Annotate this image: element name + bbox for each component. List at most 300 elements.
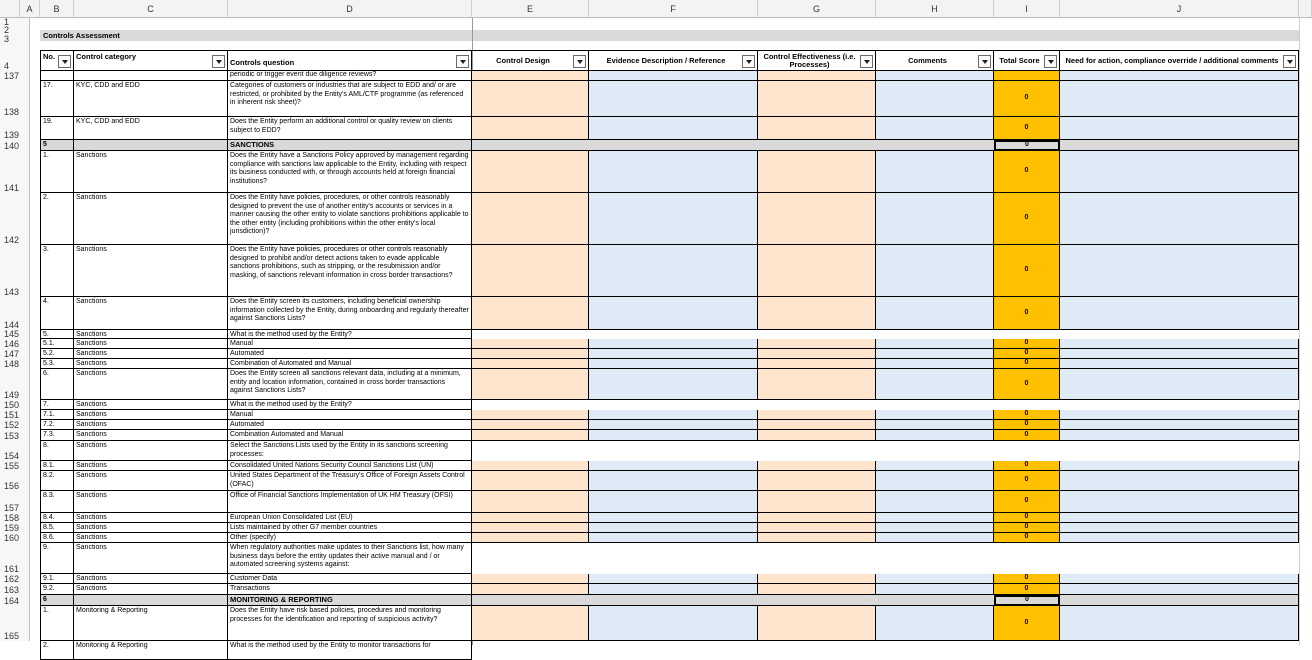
column-header-e[interactable]: E: [472, 0, 589, 18]
cell-question: Transactions: [228, 584, 472, 595]
cell-no: 8.1.: [40, 461, 74, 471]
cell-control-effectiveness[interactable]: [758, 339, 876, 349]
cell-category: Sanctions: [74, 339, 228, 349]
section-number: 5: [40, 140, 74, 151]
cell-control-design[interactable]: [472, 410, 589, 420]
cell-total-score: 0: [994, 606, 1060, 641]
cell-control-design[interactable]: [472, 461, 589, 471]
cell-question: Select the Sanctions Lists used by the Entity in its sanctions screening processes:: [228, 441, 472, 461]
section-total-score[interactable]: 0: [994, 140, 1060, 151]
cell-control-effectiveness[interactable]: [758, 513, 876, 523]
cell-evidence[interactable]: [589, 533, 758, 543]
cell-control-design[interactable]: [472, 193, 589, 245]
cell-control-effectiveness[interactable]: [758, 584, 876, 595]
cell-comments[interactable]: [876, 606, 994, 641]
cell-total-score: 0: [994, 359, 1060, 369]
column-header-c[interactable]: C: [74, 0, 228, 18]
cell-evidence[interactable]: [589, 461, 758, 471]
cell-control-design[interactable]: [472, 349, 589, 359]
cell-category: KYC, CDD and EDD: [74, 117, 228, 140]
row-number-label: 160: [4, 533, 20, 543]
cell-no: 4.: [40, 297, 74, 330]
cell-question: Manual: [228, 339, 472, 349]
row-number[interactable]: [0, 117, 30, 140]
cell-comments[interactable]: [876, 359, 994, 369]
cell-total-score: 0: [994, 245, 1060, 297]
row-number-label: 142: [4, 235, 20, 245]
cell-evidence[interactable]: [589, 584, 758, 595]
section-fill-right: [1060, 595, 1299, 606]
column-header-g[interactable]: G: [758, 0, 876, 18]
column-header-blank: [1299, 0, 1312, 18]
cell-control-design[interactable]: [472, 420, 589, 430]
cell-comments[interactable]: [876, 523, 994, 533]
empty-right: [472, 543, 1299, 574]
cell-total-score: 0: [994, 410, 1060, 420]
cell-evidence[interactable]: [589, 606, 758, 641]
cell-no: [40, 71, 74, 81]
cell-evidence[interactable]: [589, 297, 758, 330]
cell-evidence[interactable]: [589, 339, 758, 349]
cell-question: Categories of customers or industries that are subject to EDD and/ or are restricted, or prohibited by the Entity's AML/CTF programme (as referenced in inherent risk sheet)?: [228, 81, 472, 117]
row-number-label: 4: [4, 61, 10, 71]
cell-need-for-action[interactable]: [1060, 491, 1299, 513]
cell-category: Monitoring & Reporting: [74, 606, 228, 641]
row-number-label: 149: [4, 390, 20, 400]
column-header-i[interactable]: I: [994, 0, 1060, 18]
row-number[interactable]: [0, 410, 30, 420]
cell-control-design[interactable]: [472, 245, 589, 297]
empty-right: [472, 400, 1299, 410]
cell-need-for-action[interactable]: [1060, 349, 1299, 359]
filter-dropdown-button[interactable]: [58, 55, 71, 68]
row-number-label: 154: [4, 451, 20, 461]
sheet-title: Controls Assessment: [40, 30, 472, 41]
row-number-label: 148: [4, 359, 20, 369]
filter-dropdown-button[interactable]: [456, 55, 469, 68]
cell-control-design[interactable]: [472, 430, 589, 441]
cell-need-for-action[interactable]: [1060, 339, 1299, 349]
row-number[interactable]: [0, 606, 30, 641]
cell-need-for-action[interactable]: [1060, 369, 1299, 400]
cell-category: Sanctions: [74, 151, 228, 193]
cell-no: 8.3.: [40, 491, 74, 513]
cell-control-effectiveness[interactable]: [758, 574, 876, 584]
cell-control-effectiveness[interactable]: [758, 359, 876, 369]
cell-need-for-action[interactable]: [1060, 523, 1299, 533]
cell-comments[interactable]: [876, 471, 994, 491]
cell-category: Sanctions: [74, 400, 228, 410]
cell-no: 3.: [40, 245, 74, 297]
right-edge: [1299, 18, 1300, 645]
cell-need-for-action[interactable]: [1060, 245, 1299, 297]
cell-control-effectiveness[interactable]: [758, 461, 876, 471]
cell-comments[interactable]: [876, 533, 994, 543]
row-number-label: 159: [4, 523, 20, 533]
row-number[interactable]: [0, 533, 30, 543]
cell-category: Sanctions: [74, 461, 228, 471]
row-number[interactable]: [0, 461, 30, 471]
cell-evidence[interactable]: [589, 245, 758, 297]
cell-no: 2.: [40, 641, 74, 660]
row-number[interactable]: [0, 400, 30, 410]
row-number[interactable]: [0, 81, 30, 117]
row-number-label: 137: [4, 71, 20, 81]
cell-question: Customer Data: [228, 574, 472, 584]
row-number-label: 165: [4, 631, 20, 641]
cell-control-effectiveness[interactable]: [758, 410, 876, 420]
cell-need-for-action[interactable]: [1060, 410, 1299, 420]
cell-control-effectiveness[interactable]: [758, 491, 876, 513]
cell-no: 5.2.: [40, 349, 74, 359]
cell-comments[interactable]: [876, 117, 994, 140]
row-number-label: 151: [4, 410, 20, 420]
cell-need-for-action[interactable]: [1060, 297, 1299, 330]
cell-control-effectiveness[interactable]: [758, 606, 876, 641]
header-total-score-label: Total Score: [999, 55, 1040, 65]
row-number[interactable]: [0, 330, 30, 339]
row-number-label: 2: [4, 25, 10, 35]
cell-control-effectiveness[interactable]: [758, 420, 876, 430]
cell-need-for-action[interactable]: [1060, 420, 1299, 430]
header-control-category: [74, 50, 228, 71]
cell-total-score: 0: [994, 471, 1060, 491]
cell-no: 6.: [40, 369, 74, 400]
cell-category: Sanctions: [74, 297, 228, 330]
row-number[interactable]: [0, 339, 30, 349]
cell-evidence[interactable]: [589, 81, 758, 117]
row-number-label: 150: [4, 400, 20, 410]
cell-evidence[interactable]: [589, 513, 758, 523]
cell-evidence[interactable]: [589, 359, 758, 369]
cell-comments[interactable]: [876, 297, 994, 330]
cell-total-score: 0: [994, 339, 1060, 349]
row-number[interactable]: [0, 471, 30, 491]
header-no: [40, 50, 74, 71]
cell-comments[interactable]: [876, 193, 994, 245]
cell-category: Sanctions: [74, 543, 228, 574]
cell-control-effectiveness[interactable]: [758, 245, 876, 297]
filter-dropdown-button[interactable]: [742, 55, 755, 68]
cell-question: What is the method used by the Entity to monitor transactions for: [228, 641, 472, 660]
cell-control-effectiveness[interactable]: [758, 533, 876, 543]
cell-no: 17.: [40, 81, 74, 117]
column-header-f[interactable]: F: [589, 0, 758, 18]
cell-control-design[interactable]: [472, 369, 589, 400]
cell-question: European Union Consolidated List (EU): [228, 513, 472, 523]
cell-control-design[interactable]: [472, 606, 589, 641]
row-number[interactable]: [0, 523, 30, 533]
row-number[interactable]: [0, 297, 30, 330]
cell-comments[interactable]: [876, 410, 994, 420]
cell-control-effectiveness[interactable]: [758, 297, 876, 330]
cell-control-design[interactable]: [472, 513, 589, 523]
row-number-label: 152: [4, 420, 20, 430]
cell-no: 8.4.: [40, 513, 74, 523]
cell-question: Automated: [228, 349, 472, 359]
cell-g[interactable]: [758, 71, 876, 81]
header-control-effectiveness-label: Control Effectiveness (i.e. Processes): [763, 51, 856, 69]
cell-need-for-action[interactable]: [1060, 471, 1299, 491]
cell-evidence[interactable]: [589, 430, 758, 441]
cell-control-design[interactable]: [472, 297, 589, 330]
cell-j[interactable]: [1060, 71, 1299, 81]
column-header-d[interactable]: D: [228, 0, 472, 18]
cell-comments[interactable]: [876, 245, 994, 297]
cell-evidence[interactable]: [589, 151, 758, 193]
cell-need-for-action[interactable]: [1060, 461, 1299, 471]
cell-f[interactable]: [589, 71, 758, 81]
cell-need-for-action[interactable]: [1060, 81, 1299, 117]
cell-control-effectiveness[interactable]: [758, 151, 876, 193]
cell-no: 5.3.: [40, 359, 74, 369]
cell-question: periodic or trigger event due diligence reviews?: [228, 71, 472, 81]
cell-question: Lists maintained by other G7 member countries: [228, 523, 472, 533]
cell-comments[interactable]: [876, 339, 994, 349]
cell-control-effectiveness[interactable]: [758, 523, 876, 533]
cell-category: Sanctions: [74, 533, 228, 543]
section-title: SANCTIONS: [228, 140, 472, 151]
cell-control-effectiveness[interactable]: [758, 471, 876, 491]
cell-category: Sanctions: [74, 410, 228, 420]
cell-question: Other (specify): [228, 533, 472, 543]
header-need-for-action: [1060, 50, 1299, 71]
cell-control-effectiveness[interactable]: [758, 430, 876, 441]
cell-total-score: 0: [994, 523, 1060, 533]
cell-control-effectiveness[interactable]: [758, 193, 876, 245]
cell-need-for-action[interactable]: [1060, 193, 1299, 245]
cell-comments[interactable]: [876, 420, 994, 430]
column-header-b[interactable]: B: [40, 0, 74, 18]
filter-dropdown-button[interactable]: [1283, 55, 1296, 68]
cell-no: 1.: [40, 606, 74, 641]
cell-no: 1.: [40, 151, 74, 193]
header-comments-label: Comments: [908, 55, 947, 65]
cell-question: Does the Entity perform an additional control or quality review on clients subject to EDD?: [228, 117, 472, 140]
section-fill-right: [1060, 140, 1299, 151]
cell-question: United States Department of the Treasury's Office of Foreign Assets Control (OFAC): [228, 471, 472, 491]
cell-no: 7.1.: [40, 410, 74, 420]
cell-need-for-action[interactable]: [1060, 359, 1299, 369]
header-evidence-description: [589, 50, 758, 71]
cell-comments[interactable]: [876, 430, 994, 441]
cell-question: Manual: [228, 410, 472, 420]
section-category: [74, 140, 228, 151]
cell-control-design[interactable]: [472, 584, 589, 595]
cell-need-for-action[interactable]: [1060, 151, 1299, 193]
cell-evidence[interactable]: [589, 410, 758, 420]
cell-control-effectiveness[interactable]: [758, 117, 876, 140]
cell-no: 5.1.: [40, 339, 74, 349]
row-number[interactable]: [0, 491, 30, 513]
cell-control-design[interactable]: [472, 533, 589, 543]
cell-control-effectiveness[interactable]: [758, 81, 876, 117]
cell-comments[interactable]: [876, 574, 994, 584]
row-number-label: 138: [4, 107, 20, 117]
cell-question: Office of Financial Sanctions Implementation of UK HM Treasury (OFSI): [228, 491, 472, 513]
cell-total-score: 0: [994, 574, 1060, 584]
filter-dropdown-button[interactable]: [978, 55, 991, 68]
cell-evidence[interactable]: [589, 369, 758, 400]
column-header-j[interactable]: J: [1060, 0, 1299, 18]
cell-need-for-action[interactable]: [1060, 533, 1299, 543]
cell-comments[interactable]: [876, 461, 994, 471]
cell-category: Sanctions: [74, 513, 228, 523]
cell-category: Sanctions: [74, 193, 228, 245]
cell-control-design[interactable]: [472, 491, 589, 513]
column-header-h[interactable]: H: [876, 0, 994, 18]
row-number[interactable]: [0, 543, 30, 574]
cell-evidence[interactable]: [589, 420, 758, 430]
cell-category: Sanctions: [74, 574, 228, 584]
cell-category: Sanctions: [74, 441, 228, 461]
cell-no: 7.: [40, 400, 74, 410]
row-number[interactable]: [0, 44, 30, 71]
header-total-score: [994, 50, 1060, 71]
cell-total-score: 0: [994, 533, 1060, 543]
column-header-a[interactable]: A: [20, 0, 40, 18]
row-number[interactable]: [0, 151, 30, 193]
row-number-label: 1: [4, 17, 10, 27]
empty-right: [472, 441, 1299, 461]
row-number[interactable]: [0, 349, 30, 359]
row-number-label: 147: [4, 349, 20, 359]
cell-category: [74, 71, 228, 81]
cell-category: Sanctions: [74, 491, 228, 513]
cell-evidence[interactable]: [589, 471, 758, 491]
cell-comments[interactable]: [876, 369, 994, 400]
cell-control-effectiveness[interactable]: [758, 349, 876, 359]
cell-no: 2.: [40, 193, 74, 245]
cell-comments[interactable]: [876, 513, 994, 523]
row-number-label: 145: [4, 329, 20, 339]
cell-total-score: 0: [994, 117, 1060, 140]
cell-category: Sanctions: [74, 359, 228, 369]
cell-total-score: 0: [994, 193, 1060, 245]
row-number[interactable]: [0, 140, 30, 151]
row-number[interactable]: [0, 420, 30, 430]
cell-evidence[interactable]: [589, 491, 758, 513]
cell-need-for-action[interactable]: [1060, 117, 1299, 140]
cell-question: Does the Entity have risk based policies, procedures and monitoring processes for the identification and reporting of suspicious activity?: [228, 606, 472, 641]
cell-question: Does the Entity have a Sanctions Policy approved by management regarding compliance with sanctions law applicable to the Entity, including with respect its business conducted with, or through accounts held at foreign financial institutions?: [228, 151, 472, 193]
cell-category: Monitoring & Reporting: [74, 641, 228, 660]
cell-question: When regulatory authorities make updates to their Sanctions list, how many business days before the entity updates their active manual and / or automated screening systems against:: [228, 543, 472, 574]
cell-need-for-action[interactable]: [1060, 430, 1299, 441]
cell-control-design[interactable]: [472, 523, 589, 533]
row-number-label: 3: [4, 34, 10, 44]
cell-comments[interactable]: [876, 151, 994, 193]
cell-need-for-action[interactable]: [1060, 574, 1299, 584]
cell-total-score: 0: [994, 297, 1060, 330]
header-control-effectiveness: [758, 50, 876, 71]
cell-total-score: 0: [994, 513, 1060, 523]
cell-total-score: 0: [994, 349, 1060, 359]
cell-category: Sanctions: [74, 430, 228, 441]
row-number-label: 144: [4, 320, 20, 330]
row-number[interactable]: [0, 35, 30, 44]
cell-control-design[interactable]: [472, 117, 589, 140]
row-number[interactable]: [0, 584, 30, 595]
section-total-score[interactable]: 0: [994, 595, 1060, 606]
cell-evidence[interactable]: [589, 193, 758, 245]
cell-total-score: 0: [994, 151, 1060, 193]
row-number[interactable]: [0, 193, 30, 245]
cell-control-design[interactable]: [472, 151, 589, 193]
cell-category: Sanctions: [74, 349, 228, 359]
row-number[interactable]: [0, 430, 30, 441]
row-number-label: 158: [4, 513, 20, 523]
filter-dropdown-button[interactable]: [1044, 55, 1057, 68]
cell-category: Sanctions: [74, 584, 228, 595]
cell-comments[interactable]: [876, 81, 994, 117]
cell-comments[interactable]: [876, 349, 994, 359]
header-controls-question-label: Controls question: [230, 58, 295, 67]
cell-question: Combination of Automated and Manual: [228, 359, 472, 369]
cell-control-design[interactable]: [472, 339, 589, 349]
cell-question: Does the Entity screen all sanctions relevant data, including at a minimum, entity and location information, contained in cross border transactions against Sanctions Lists?: [228, 369, 472, 400]
header-comments: [876, 50, 994, 71]
row-number[interactable]: [0, 574, 30, 584]
cell-question: Combination Automated and Manual: [228, 430, 472, 441]
cell-control-design[interactable]: [472, 81, 589, 117]
cell-e[interactable]: [472, 71, 589, 81]
cell-comments[interactable]: [876, 491, 994, 513]
filter-dropdown-button[interactable]: [860, 55, 873, 68]
cell-evidence[interactable]: [589, 523, 758, 533]
row-number-label: 141: [4, 183, 20, 193]
cell-need-for-action[interactable]: [1060, 513, 1299, 523]
cell-evidence[interactable]: [589, 349, 758, 359]
row-number-label: 163: [4, 585, 20, 595]
cell-control-design[interactable]: [472, 574, 589, 584]
cell-no: 8.6.: [40, 533, 74, 543]
row-number[interactable]: [0, 359, 30, 369]
cell-evidence[interactable]: [589, 117, 758, 140]
cell-no: 5.: [40, 330, 74, 339]
cell-need-for-action[interactable]: [1060, 606, 1299, 641]
row-number[interactable]: [0, 245, 30, 297]
filter-dropdown-button[interactable]: [573, 55, 586, 68]
row-number[interactable]: [0, 441, 30, 461]
header-control-category-label: Control category: [76, 52, 137, 61]
cell-question: Consolidated United Nations Security Council Sanctions List (UN): [228, 461, 472, 471]
cell-question: What is the method used by the Entity?: [228, 400, 472, 410]
row-number[interactable]: [0, 369, 30, 400]
row-number[interactable]: [0, 513, 30, 523]
header-no-label: No.: [43, 52, 56, 61]
cell-total-score: 0: [994, 461, 1060, 471]
cell-evidence[interactable]: [589, 574, 758, 584]
section-category: [74, 595, 228, 606]
row-number-label: 164: [4, 596, 20, 606]
row-number[interactable]: [0, 71, 30, 81]
cell-control-design[interactable]: [472, 471, 589, 491]
cell-total-score: 0: [994, 369, 1060, 400]
filter-dropdown-button[interactable]: [212, 55, 225, 68]
empty-right: [472, 330, 1299, 339]
row-number-label: 162: [4, 574, 20, 584]
corner-cell[interactable]: [0, 0, 20, 18]
cell-need-for-action[interactable]: [1060, 584, 1299, 595]
cell-comments[interactable]: [876, 584, 994, 595]
cell-no: 8.5.: [40, 523, 74, 533]
cell-control-design[interactable]: [472, 359, 589, 369]
cell-category: KYC, CDD and EDD: [74, 81, 228, 117]
cell-h[interactable]: [876, 71, 994, 81]
cell-control-effectiveness[interactable]: [758, 369, 876, 400]
row-number[interactable]: [0, 595, 30, 606]
